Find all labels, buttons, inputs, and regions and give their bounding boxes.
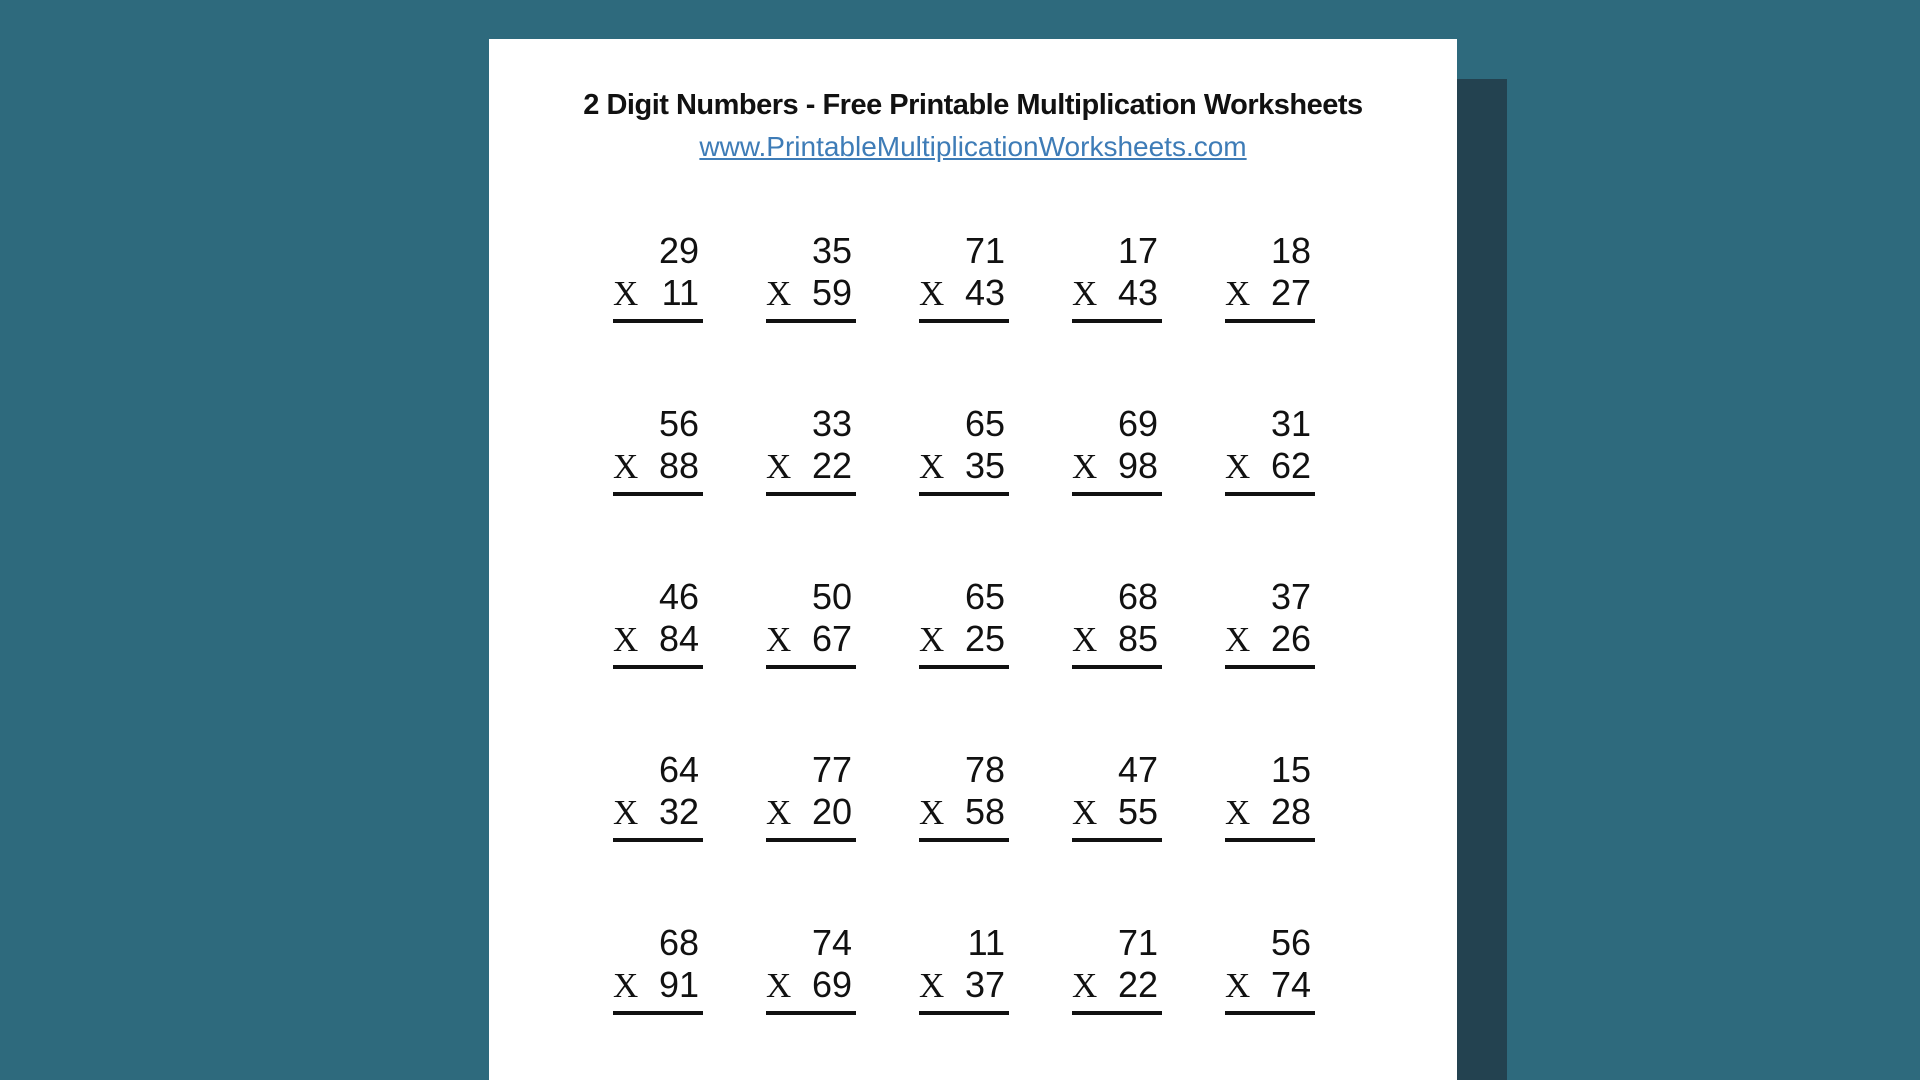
- multiplier: 59: [811, 272, 852, 313]
- multiplier-row: [613, 791, 703, 834]
- multiplication-problem: [766, 922, 856, 1015]
- multiply-symbol: X: [1072, 620, 1098, 659]
- multiplication-problem: [613, 230, 703, 323]
- multiplication-problem: [1225, 749, 1315, 842]
- multiplication-problem: [613, 922, 703, 1015]
- multiplier: 32: [658, 791, 699, 832]
- multiplication-problem: [766, 230, 856, 323]
- multiply-symbol: X: [919, 447, 945, 486]
- answer-line: [919, 492, 1009, 496]
- multiplier: 22: [811, 445, 852, 486]
- multiplicand: 29: [658, 230, 699, 271]
- multiplier-row: [1072, 791, 1162, 834]
- multiplier-row: [1225, 272, 1315, 315]
- answer-line: [1072, 665, 1162, 669]
- multiplier-row: [919, 272, 1009, 315]
- multiply-symbol: X: [766, 620, 792, 659]
- multiplicand: 68: [1117, 576, 1158, 617]
- multiplier: 67: [811, 618, 852, 659]
- multiplier: 35: [964, 445, 1005, 486]
- multiplicand: 15: [1270, 749, 1311, 790]
- multiply-symbol: X: [919, 793, 945, 832]
- multiplicand: 33: [811, 403, 852, 444]
- multiply-symbol: X: [1225, 966, 1251, 1005]
- answer-line: [919, 1011, 1009, 1015]
- multiplier-row: [919, 964, 1009, 1007]
- multiplier: 27: [1270, 272, 1311, 313]
- answer-line: [1225, 1011, 1315, 1015]
- multiplicand: 37: [1270, 576, 1311, 617]
- problems-grid: [489, 230, 1457, 1015]
- multiplier-row: [766, 272, 856, 315]
- answer-line: [766, 838, 856, 842]
- multiplication-problem: [1072, 749, 1162, 842]
- multiplicand: 50: [811, 576, 852, 617]
- multiply-symbol: X: [919, 620, 945, 659]
- multiplier: 43: [1117, 272, 1158, 313]
- multiplication-problem: [1072, 230, 1162, 323]
- multiply-symbol: X: [766, 447, 792, 486]
- multiplication-problem: [919, 230, 1009, 323]
- multiplier: 91: [658, 964, 699, 1005]
- worksheet-page: [489, 39, 1457, 1080]
- multiplier-row: [1225, 445, 1315, 488]
- multiplicand: 17: [1117, 230, 1158, 271]
- multiplier-row: [1072, 964, 1162, 1007]
- multiplication-problem: [766, 576, 856, 669]
- page-drop-shadow: [1457, 79, 1507, 1080]
- multiplier-row: [1072, 445, 1162, 488]
- multiply-symbol: X: [1225, 793, 1251, 832]
- multiply-symbol: X: [613, 274, 639, 313]
- multiplication-problem: [613, 749, 703, 842]
- answer-line: [1072, 492, 1162, 496]
- multiplier: 22: [1117, 964, 1158, 1005]
- answer-line: [613, 1011, 703, 1015]
- multiply-symbol: X: [1072, 793, 1098, 832]
- multiplier: 84: [658, 618, 699, 659]
- problem-row: [613, 749, 1315, 842]
- multiplicand: 71: [1117, 922, 1158, 963]
- multiplier-row: [919, 791, 1009, 834]
- multiplier-row: [919, 618, 1009, 661]
- multiplicand: 69: [1117, 403, 1158, 444]
- multiplication-problem: [766, 403, 856, 496]
- multiplication-problem: [1072, 922, 1162, 1015]
- multiplier: 62: [1270, 445, 1311, 486]
- answer-line: [919, 838, 1009, 842]
- multiply-symbol: X: [766, 793, 792, 832]
- multiplication-problem: [1225, 922, 1315, 1015]
- multiplication-problem: [1225, 403, 1315, 496]
- multiplier-row: [1225, 618, 1315, 661]
- multiplicand: 56: [658, 403, 699, 444]
- answer-line: [1225, 319, 1315, 323]
- multiplier-row: [1225, 791, 1315, 834]
- multiply-symbol: X: [1072, 966, 1098, 1005]
- multiplier: 58: [964, 791, 1005, 832]
- answer-line: [1225, 665, 1315, 669]
- multiplication-problem: [1225, 576, 1315, 669]
- multiplier-row: [1072, 618, 1162, 661]
- multiplicand: 78: [964, 749, 1005, 790]
- multiplicand: 18: [1270, 230, 1311, 271]
- answer-line: [919, 319, 1009, 323]
- multiplier: 43: [964, 272, 1005, 313]
- multiplier: 69: [811, 964, 852, 1005]
- multiplier: 88: [658, 445, 699, 486]
- answer-line: [766, 1011, 856, 1015]
- multiplier: 85: [1117, 618, 1158, 659]
- worksheet-url-link[interactable]: www.PrintableMultiplicationWorksheets.com: [699, 131, 1247, 162]
- multiplication-problem: [919, 922, 1009, 1015]
- multiplier-row: [613, 445, 703, 488]
- multiplier-row: [1072, 272, 1162, 315]
- multiplication-problem: [1072, 403, 1162, 496]
- multiplicand: 77: [811, 749, 852, 790]
- multiplication-problem: [1072, 576, 1162, 669]
- multiplicand: 47: [1117, 749, 1158, 790]
- multiplier: 55: [1117, 791, 1158, 832]
- answer-line: [1072, 1011, 1162, 1015]
- answer-line: [919, 665, 1009, 669]
- multiplicand: 11: [967, 922, 1005, 963]
- worksheet-title: 2 Digit Numbers - Free Printable Multiplication Worksheets: [583, 89, 1363, 121]
- multiply-symbol: X: [1225, 274, 1251, 313]
- problem-row: [613, 230, 1315, 323]
- multiply-symbol: X: [1072, 447, 1098, 486]
- multiplier: 26: [1270, 618, 1311, 659]
- answer-line: [613, 838, 703, 842]
- multiplicand: 71: [964, 230, 1005, 271]
- multiplicand: 68: [658, 922, 699, 963]
- multiplier: 28: [1270, 791, 1311, 832]
- multiplicand: 64: [658, 749, 699, 790]
- multiplication-problem: [613, 403, 703, 496]
- multiply-symbol: X: [919, 966, 945, 1005]
- multiply-symbol: X: [613, 620, 639, 659]
- problem-row: [613, 922, 1315, 1015]
- answer-line: [1225, 492, 1315, 496]
- multiply-symbol: X: [766, 274, 792, 313]
- multiply-symbol: X: [1225, 620, 1251, 659]
- multiplier: 25: [964, 618, 1005, 659]
- multiply-symbol: X: [766, 966, 792, 1005]
- multiplicand: 56: [1270, 922, 1311, 963]
- multiplication-problem: [1225, 230, 1315, 323]
- multiplicand: 65: [964, 576, 1005, 617]
- multiply-symbol: X: [1072, 274, 1098, 313]
- multiplication-problem: [613, 576, 703, 669]
- multiplicand: 31: [1270, 403, 1311, 444]
- answer-line: [613, 319, 703, 323]
- multiply-symbol: X: [613, 447, 639, 486]
- multiplier-row: [613, 618, 703, 661]
- multiplier: 37: [964, 964, 1005, 1005]
- answer-line: [613, 492, 703, 496]
- multiplier-row: [766, 964, 856, 1007]
- multiplier: 11: [661, 272, 699, 313]
- multiplicand: 65: [964, 403, 1005, 444]
- answer-line: [766, 492, 856, 496]
- multiplier-row: [613, 964, 703, 1007]
- multiplier: 98: [1117, 445, 1158, 486]
- multiplier-row: [766, 445, 856, 488]
- answer-line: [1072, 838, 1162, 842]
- multiply-symbol: X: [1225, 447, 1251, 486]
- multiplier-row: [613, 272, 703, 315]
- multiply-symbol: X: [613, 966, 639, 1005]
- multiplier-row: [766, 791, 856, 834]
- answer-line: [1225, 838, 1315, 842]
- answer-line: [766, 319, 856, 323]
- multiplicand: 46: [658, 576, 699, 617]
- multiplication-problem: [919, 403, 1009, 496]
- multiply-symbol: X: [613, 793, 639, 832]
- multiplier-row: [766, 618, 856, 661]
- multiplication-problem: [766, 749, 856, 842]
- answer-line: [1072, 319, 1162, 323]
- answer-line: [613, 665, 703, 669]
- multiplier: 20: [811, 791, 852, 832]
- multiplier-row: [1225, 964, 1315, 1007]
- multiply-symbol: X: [919, 274, 945, 313]
- problem-row: [613, 403, 1315, 496]
- multiplier-row: [919, 445, 1009, 488]
- multiplicand: 35: [811, 230, 852, 271]
- multiplication-problem: [919, 576, 1009, 669]
- multiplication-problem: [919, 749, 1009, 842]
- problem-row: [613, 576, 1315, 669]
- multiplier: 74: [1270, 964, 1311, 1005]
- answer-line: [766, 665, 856, 669]
- multiplicand: 74: [811, 922, 852, 963]
